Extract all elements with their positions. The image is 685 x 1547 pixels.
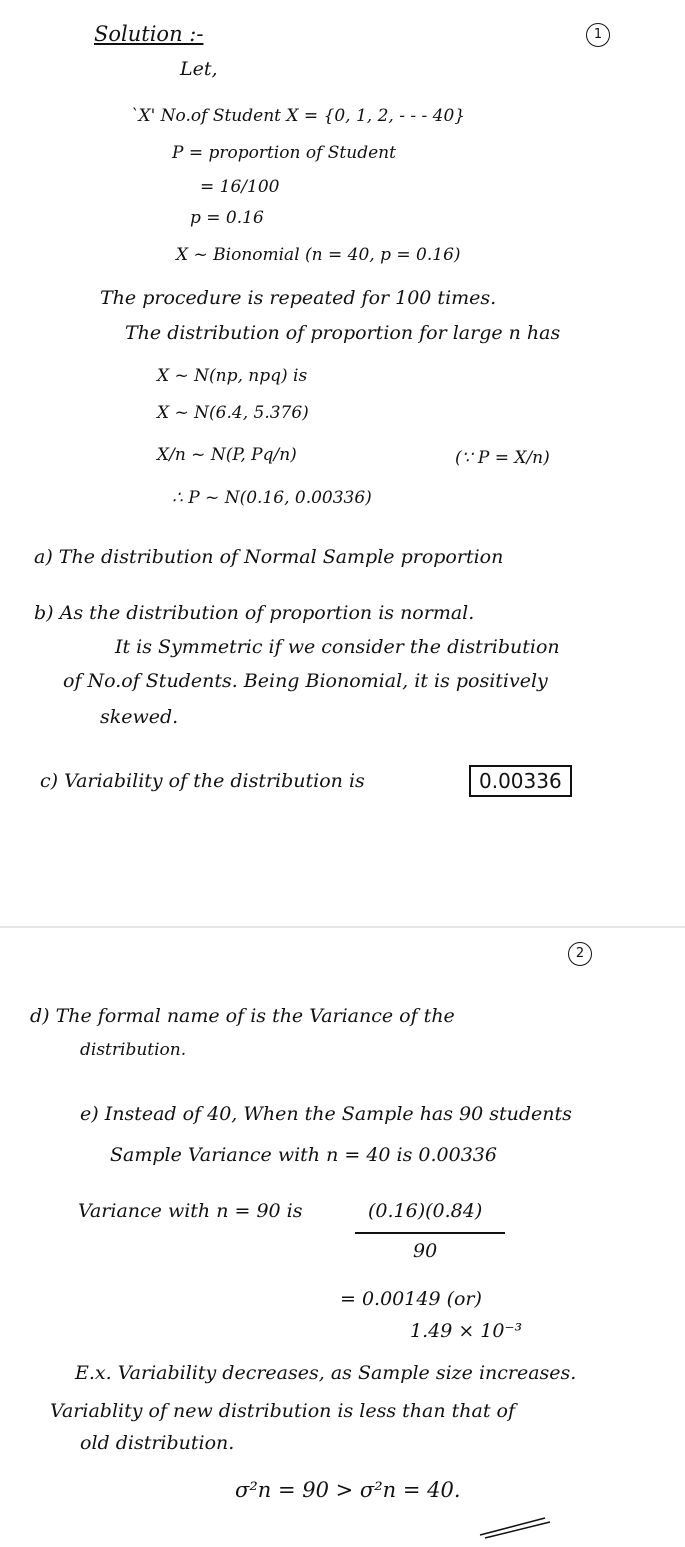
answer-e-line1: e) Instead of 40, When the Sample has 90 students bbox=[80, 1103, 572, 1125]
answer-d-line2: distribution. bbox=[80, 1040, 187, 1060]
underline-flourish bbox=[475, 1510, 555, 1540]
conclusion-line1: Variablity of new distribution is less than that of bbox=[50, 1400, 515, 1422]
p-eq1: = 16/100 bbox=[200, 177, 280, 197]
conclusion-line2: old distribution. bbox=[80, 1432, 235, 1454]
normal-eq1: X ~ N(np, npq) is bbox=[157, 366, 308, 386]
normal-eq3: X/n ~ N(P, Pq/n) bbox=[157, 445, 297, 465]
answer-b-line1: b) As the distribution of proportion is normal. bbox=[34, 602, 475, 624]
result-line1: = 0.00149 (or) bbox=[340, 1288, 482, 1310]
variance-numerator: (0.16)(0.84) bbox=[368, 1200, 483, 1222]
def-p: P = proportion of Student bbox=[172, 143, 396, 163]
solution-heading: Solution :- bbox=[94, 22, 204, 46]
answer-a: a) The distribution of Normal Sample proportion bbox=[34, 546, 504, 568]
answer-c-value-box: 0.00336 bbox=[469, 765, 572, 797]
let-text: Let, bbox=[180, 58, 218, 80]
page-number-2: 2 bbox=[568, 942, 592, 966]
variance-denominator: 90 bbox=[413, 1240, 438, 1262]
variance-label: Variance with n = 90 is bbox=[78, 1200, 303, 1222]
answer-d-line1: d) The formal name of is the Variance of the bbox=[30, 1005, 455, 1027]
normal-eq3-note: (∵ P = X/n) bbox=[455, 448, 550, 468]
example-line: E.x. Variability decreases, as Sample size increases. bbox=[75, 1362, 577, 1384]
p-eq2: p = 0.16 bbox=[190, 208, 264, 228]
page-divider bbox=[0, 926, 685, 928]
def-x: `X' No.of Student X = {0, 1, 2, - - - 40} bbox=[130, 106, 466, 126]
answer-c-label: c) Variability of the distribution is bbox=[40, 770, 365, 792]
page-number-1: 1 bbox=[586, 23, 610, 47]
answer-b-line2: It is Symmetric if we consider the distribution bbox=[115, 636, 560, 658]
normal-eq2: X ~ N(6.4, 5.376) bbox=[157, 403, 309, 423]
procedure-text: The procedure is repeated for 100 times. bbox=[100, 287, 497, 309]
dist-large-text: The distribution of proportion for large n has bbox=[125, 322, 561, 344]
fraction-bar bbox=[355, 1232, 505, 1234]
final-inequality: σ²n = 90 > σ²n = 40. bbox=[235, 1478, 461, 1502]
answer-b-line3: of No.of Students. Being Bionomial, it is positively bbox=[63, 670, 548, 692]
answer-e-line2: Sample Variance with n = 40 is 0.00336 bbox=[110, 1144, 497, 1166]
normal-eq4: ∴ P ~ N(0.16, 0.00336) bbox=[172, 488, 372, 508]
binom-eq: X ~ Bionomial (n = 40, p = 0.16) bbox=[176, 245, 461, 265]
result-line2: 1.49 × 10⁻³ bbox=[410, 1320, 523, 1342]
answer-b-line4: skewed. bbox=[100, 706, 179, 728]
